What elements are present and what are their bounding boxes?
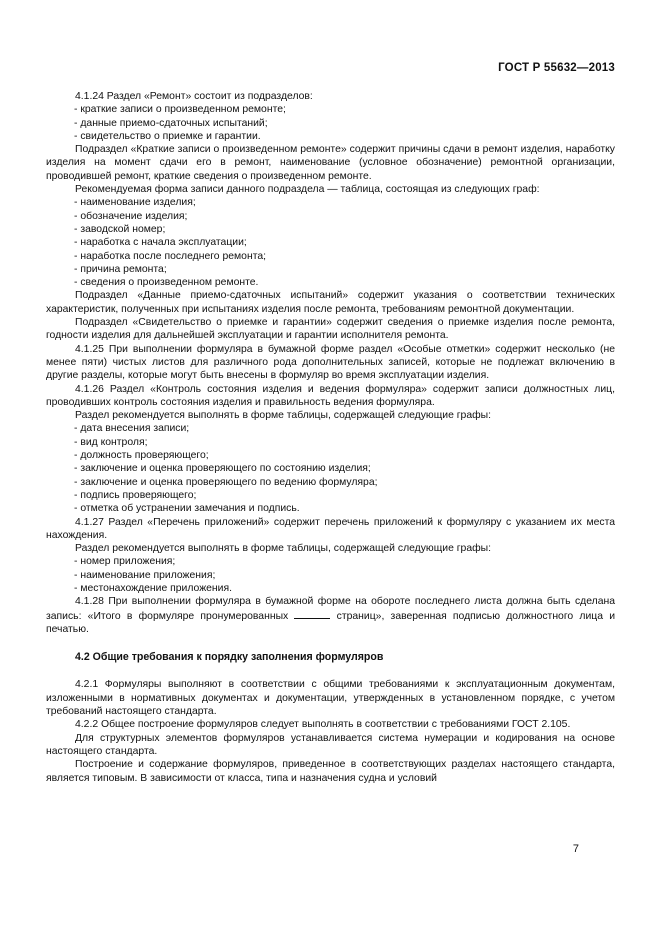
- list-item: - отметка об устранении замечания и подпись.: [74, 503, 300, 515]
- list-item: - краткие записи о произведенном ремонте;: [74, 104, 286, 116]
- paragraph: 4.2.1 Формуляры выполняют в соответствии с общими требованиями к эксплуатационным документам, изложенными в нормативных документах и документации, утвержденных в установленном порядке, с учетом требований настоящего стандарта.: [46, 679, 615, 718]
- paragraph: 4.1.25 При выполнении формуляра в бумажной форме раздел «Особые отметки» содержит несколько (не менее пяти) чистых листов для различного рода дополнительных записей, которые не подлежат включению в другие разделы, которые могут быть внесены в формуляр во время эксплуатации изделия.: [46, 343, 615, 382]
- paragraph: Подраздел «Свидетельство о приемке и гарантии» содержит сведения о приемке изделия после ремонта, годности изделия для дальнейшей эксплуатации и гарантии исполнителя ремонта.: [46, 317, 615, 342]
- paragraph-part: страниц», заверенная подписью должностного лица и печатью.: [46, 610, 615, 635]
- list-item: - обозначение изделия;: [74, 210, 188, 222]
- section-heading: 4.2 Общие требования к порядку заполнения формуляров: [75, 651, 384, 664]
- list-item: - заключение и оценка проверяющего по состоянию изделия;: [74, 463, 371, 475]
- list-item: - заключение и оценка проверяющего по ведению формуляра;: [74, 476, 378, 488]
- paragraph: 4.1.24 Раздел «Ремонт» состоит из подразделов:: [75, 91, 313, 102]
- paragraph: Для структурных элементов формуляров устанавливается система нумерации и кодирования на основе настоящего стандарта.: [46, 732, 615, 757]
- list-item: - номер приложения;: [74, 556, 176, 568]
- list-item: - наименование изделия;: [74, 197, 196, 209]
- list-item: - сведения о произведенном ремонте.: [74, 277, 259, 289]
- page-number: 7: [572, 843, 579, 855]
- list-item: - вид контроля;: [74, 436, 148, 448]
- paragraph: Построение и содержание формуляров, приведенное в соответствующих разделах настоящего стандарта, является типовым. В зависимости от класса, типа и назначения судна и условий: [46, 759, 615, 784]
- blank-field: [294, 609, 330, 619]
- list-item: - причина ремонта;: [74, 263, 167, 275]
- list-item: - заводской номер;: [74, 223, 166, 235]
- paragraph: Подраздел «Краткие записи о произведенном ремонте» содержит причины сдачи в ремонт изделия, наработку изделия на момент сдачи его в ремонт, наименование (условное обозначение) ремонтной организации, проводившей ремонт, краткие сведения о произведенном ремонте.: [46, 144, 615, 182]
- list-item: - подпись проверяющего;: [74, 489, 197, 501]
- paragraph: 4.1.27 Раздел «Перечень приложений» содержит перечень приложений к формуляру с указанием их места нахождения.: [46, 516, 615, 541]
- list-item: - свидетельство о приемке и гарантии.: [74, 130, 261, 142]
- document-code: ГОСТ Р 55632—2013: [498, 62, 615, 74]
- list-item: - наработка после последнего ремонта;: [74, 250, 266, 262]
- paragraph: 4.2.2 Общее построение формуляров следует выполнять в соответствии с требованиями ГОСТ 2.105.: [75, 719, 571, 731]
- list-item: - данные приемо-сдаточных испытаний;: [74, 117, 268, 129]
- paragraph: Раздел рекомендуется выполнять в форме таблицы, содержащей следующие графы:: [75, 410, 491, 422]
- paragraph-with-blank: [46, 595, 615, 636]
- list-item: - наименование приложения;: [74, 569, 216, 581]
- paragraph: Подраздел «Данные приемо-сдаточных испытаний» содержит указания о соответствии технических характеристик, полученных при испытаниях изделия после ремонта, требованиям ремонтной документации.: [46, 290, 615, 315]
- list-item: - должность проверяющего;: [74, 450, 209, 462]
- list-item: - наработка с начала эксплуатации;: [74, 237, 247, 249]
- paragraph: Рекомендуемая форма записи данного подраздела — таблица, состоящая из следующих граф:: [75, 184, 540, 196]
- document-body: [46, 90, 615, 785]
- list-item: - местонахождение приложения.: [74, 582, 232, 594]
- paragraph: Раздел рекомендуется выполнять в форме таблицы, содержащей следующие графы:: [75, 543, 491, 555]
- paragraph-part: 4.1.28 При выполнении формуляра в бумажной форме на обороте последнего листа должна быть сделана запись: «Итого в формуляре пронумерованных: [46, 596, 615, 622]
- list-item: - дата внесения записи;: [74, 423, 190, 435]
- paragraph: 4.1.26 Раздел «Контроль состояния изделия и ведения формуляра» содержит записи должностных лиц, проводивших контроль состояния изделия и правильность ведения формуляра.: [46, 383, 615, 408]
